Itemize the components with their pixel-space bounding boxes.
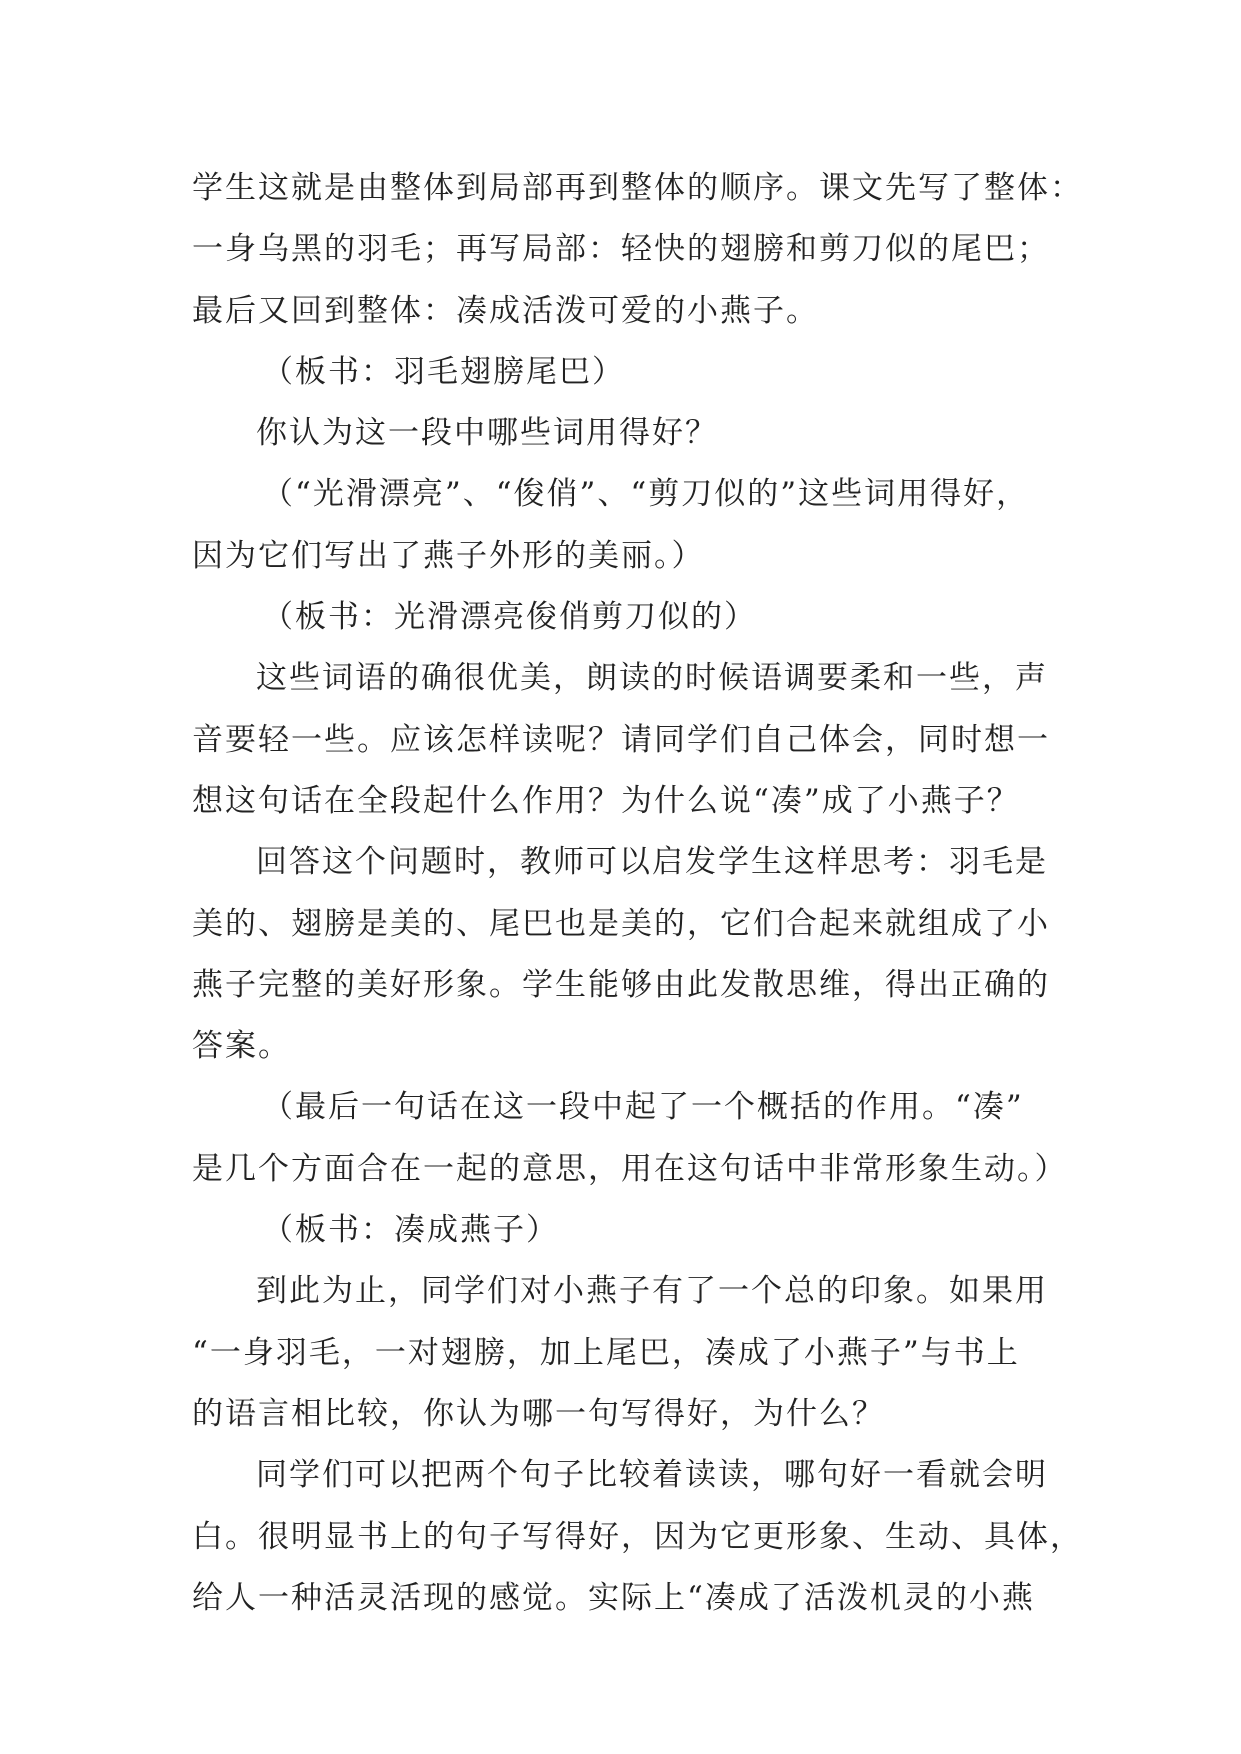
blackboard-note: （板书：羽毛翅膀尾巴） bbox=[262, 353, 625, 390]
paragraph-start: 到此为止，同学们对小燕子有了一个总的印象。如果用 bbox=[256, 1273, 1048, 1310]
question-line: 你认为这一段中哪些词用得好？ bbox=[256, 415, 718, 452]
text-line: “一身羽毛，一对翅膀，加上尾巴，凑成了小燕子”与书上 bbox=[192, 1334, 1020, 1371]
text-line: 因为它们写出了燕子外形的美丽。） bbox=[192, 537, 705, 574]
text-line: 一身乌黑的羽毛；再写局部：轻快的翅膀和剪刀似的尾巴； bbox=[192, 231, 1050, 268]
text-line: 最后又回到整体：凑成活泼可爱的小燕子。 bbox=[192, 292, 819, 329]
text-line: 是几个方面合在一起的意思，用在这句话中非常形象生动。） bbox=[192, 1150, 1068, 1187]
answer-line: （“光滑漂亮”、“俊俏”、“剪刀似的”这些词用得好， bbox=[262, 476, 1030, 513]
text-line: 想这句话在全段起什么作用？为什么说“凑”成了小燕子？ bbox=[192, 782, 1020, 819]
paragraph-start: 这些词语的确很优美，朗读的时候语调要柔和一些，声 bbox=[256, 660, 1048, 697]
body-text bbox=[192, 158, 1083, 1629]
text-line: 白。很明显书上的句子写得好，因为它更形象、生动、具体， bbox=[192, 1518, 1083, 1555]
text-line: 美的、翅膀是美的、尾巴也是美的，它们合起来就组成了小 bbox=[192, 905, 1050, 942]
text-line: 音要轻一些。应该怎样读呢？请同学们自己体会，同时想一 bbox=[192, 721, 1050, 758]
paragraph-start: 同学们可以把两个句子比较着读读，哪句好一看就会明 bbox=[256, 1457, 1048, 1494]
text-line: 的语言相比较，你认为哪一句写得好，为什么？ bbox=[192, 1395, 885, 1432]
text-line: 燕子完整的美好形象。学生能够由此发散思维，得出正确的 bbox=[192, 966, 1050, 1003]
paragraph-start: 回答这个问题时，教师可以启发学生这样思考：羽毛是 bbox=[256, 844, 1048, 881]
text-line: 给人一种活灵活现的感觉。实际上“凑成了活泼机灵的小燕 bbox=[192, 1579, 1035, 1616]
text-line: 学生这就是由整体到局部再到整体的顺序。课文先写了整体： bbox=[192, 170, 1083, 206]
text-line: 答案。 bbox=[192, 1028, 291, 1065]
blackboard-note: （板书：光滑漂亮俊俏剪刀似的） bbox=[262, 599, 757, 636]
answer-line: （最后一句话在这一段中起了一个概括的作用。“凑” bbox=[262, 1089, 1024, 1126]
blackboard-note: （板书：凑成燕子） bbox=[262, 1212, 559, 1249]
